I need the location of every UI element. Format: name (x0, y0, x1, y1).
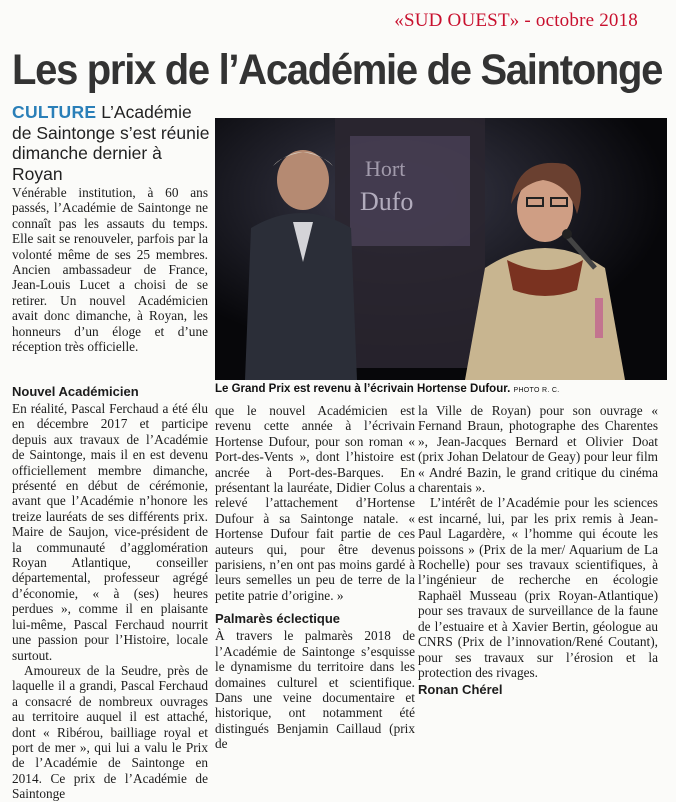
deck (12, 102, 212, 184)
paragraph: que le nouvel Académicien est revenu cette année à l’écrivain Hortense Dufour, pour son roman « Port-des-Vents », dont l’histoire est ancrée à Port-des-Barques. En présentant la lauréate, Didier Colus a relevé l’attachement d’Hortense Dufour à sa Saintonge natale. « Hortense Dufour fait partie de ces auteurs qui, pour être devenus parisiens, n’en ont pas moins gardé à leurs semelles un peu de terre de la petite patrie d’origine. » (215, 403, 415, 603)
paragraph: la Ville de Royan) pour son ouvrage « Fernand Braun, photographe des Charentes », Jean-Jacques Bernard et Olivier Doat (prix Johan Delatour de Geay) pour leur film « André Bazin, le grand critique du cinéma charentais ». (418, 403, 658, 496)
paragraph-intro: Vénérable institution, à 60 ans passés, l’Académie de Saintonge ne connaît pas les assauts du temps. Elle sait se renouveler, parfois par la volonté même de ses 25 membres. Ancien ambassadeur de France, Jean-Louis Lucet a choisi de se retirer. Un nouvel Académicien avait donc dimanche, à Royan, les honneurs d’un éloge et d’une réception très officielle. (12, 185, 208, 355)
paragraph: L’intérêt de l’Académie pour les sciences est incarné, lui, par les prix remis à Jean-Paul Lagardère, « l’homme qui écoute les poissons » (Prix de la mer/ Aquarium de La Rochelle) pour ses travaux scientifiques, à l’ingénieur de recherche en écologie Raphaël Musseau (prix Royan-Atlantique) pour ses travaux de surveillance de la faune de l’estuaire et à Xavier Bertin, géologue au CNRS (Prix de l’innovation/René Coutant), pour ses travaux sur l’érosion et la protection des rivages. (418, 495, 658, 680)
article-column-3 (418, 403, 658, 698)
photo-caption (215, 383, 667, 395)
headline: Les prix de l’Académie de Saintonge (12, 46, 663, 94)
source-tag: «SUD OUEST» - octobre 2018 (394, 10, 638, 31)
author-signature: Ronan Chérel (418, 682, 503, 698)
svg-text:Hort: Hort (365, 156, 406, 181)
photo-illustration (215, 118, 667, 380)
photo-credit: PHOTO R. C. (513, 387, 560, 394)
paragraph: À travers le palmarès 2018 de l’Académie de Saintonge s’esquisse le dynamisme du territoire dans les domaines culturel et scientifique. Dans une veine documentaire et historique, ont notamment été distingués Benjamin Caillaud (prix de (215, 628, 415, 752)
section-kicker: CULTURE (12, 102, 97, 122)
event-photo (215, 118, 667, 380)
article-column-1 (12, 185, 208, 354)
subheading-palmares: Palmarès éclectique (215, 611, 341, 627)
caption-text: Le Grand Prix est revenu à l’écrivain Hortense Dufour. (215, 383, 511, 395)
svg-text:Dufo: Dufo (360, 187, 414, 216)
paragraph: En réalité, Pascal Ferchaud a été élu en décembre 2017 et participe depuis aux travaux de l’Académie de Saintonge, mais il en est devenu officiellement membre dimanche, présenté en début de cérémonie, avant que l’Académie n’honore les treize lauréats de ses différents prix. Maire de Saujon, vice-président de la communauté d’agglomération Royan Atlantique, conseiller départemental, professeur agrégé d’économie, « à (ses) heures perdues », comme il en plaisante lui-même, Pascal Ferchaud nourrit une passion pour l’Histoire, locale surtout. (12, 401, 208, 663)
article-column-2 (215, 403, 415, 752)
paragraph: Amoureux de la Seudre, près de laquelle il a grandi, Pascal Ferchaud a consacré de nombreux ouvrages au territoire auquel il est attaché, dont « Ribérou, bailliage royal et port de mer », qui lui a valu le Prix de l’Académie de Saintonge en 2014. Ce prix de l’Académie de Saintonge (12, 662, 208, 802)
deck-text: L’Académie de Saintonge s’est réunie dimanche dernier à Royan (12, 102, 210, 184)
subheading-nouvel-academicien: Nouvel Académicien (12, 384, 139, 399)
article-column-1-continued (12, 376, 208, 802)
